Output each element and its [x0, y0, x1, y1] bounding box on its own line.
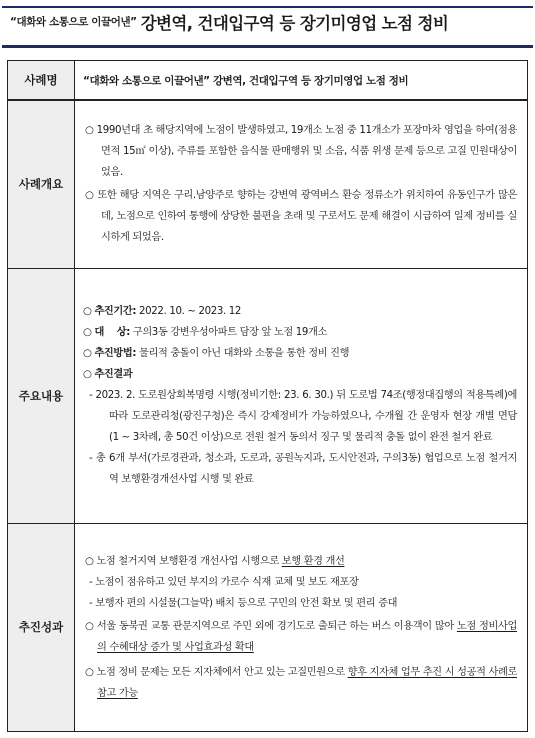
overview-cell	[75, 100, 528, 268]
row-achievement	[8, 523, 528, 731]
overview-label: 사례개요	[8, 100, 75, 268]
result-detail-2: - 총 6개 부서(가로경관과, 청소과, 도로과, 공원녹지과, 도시안전과, 구의3동) 협업으로 노점 철거지역 보행환경개선사업 시행 및 완료	[89, 453, 517, 485]
achievement-sub-2: - 보행자 편의 시설물(그늘막) 배치 등으로 구민의 안전 확보 및 편리 증대	[89, 597, 398, 609]
achievement-item-3-highlight: 향후 지자체 업무 추진 시 성공적 사례로 참고 가능	[97, 666, 517, 699]
target-value: 구의3동 강변우성아파트 담장 앞 노점 19개소	[132, 327, 328, 338]
row-case-name	[8, 61, 528, 101]
case-name-label: 사례명	[8, 61, 75, 101]
document-title	[10, 10, 448, 34]
achievement-item-3: ○ 노점 정비 문제는 모든 지자체에서 안고 있는 고질민원으로 향후 지자체 업무 추진 시 성공적 사례로 참고 가능	[85, 666, 517, 699]
title-bar	[0, 6, 535, 50]
title-quote: “대화와 소통으로 이끌어낸”	[10, 16, 137, 28]
method-label: 추진방법:	[94, 348, 137, 359]
case-name-value: “대화와 소통으로 이끌어낸” 강변역, 건대입구역 등 장기미영업 노점 정비	[75, 61, 528, 101]
row-overview	[8, 100, 528, 268]
period-label: 추진기간:	[94, 306, 137, 317]
achievement-sub-1: - 노점이 점유하고 있던 부지의 가로수 식재 교체 및 보도 재포장	[89, 576, 359, 588]
achievement-item-1-highlight: 보행 환경 개선	[281, 555, 345, 567]
case-table	[7, 60, 528, 732]
overview-item-2: ○ 또한 해당 지역은 구리.남양주로 향하는 강변역 광역버스 환승 정류소가 위치하여 유동인구가 많은데, 노점으로 인하여 통행에 상당한 불편을 초래 및 구로서도 문제 해결이 시급하여 일제 정비를 실시하게 되었음.	[85, 190, 517, 244]
content-label: 주요내용	[8, 268, 75, 523]
achievement-label: 추진성과	[8, 523, 75, 731]
achievement-cell	[75, 523, 528, 731]
title-top-rule	[2, 6, 533, 8]
target-label: 대 상:	[94, 327, 130, 338]
period-value: 2022. 10. ~ 2023. 12	[139, 306, 242, 317]
method-line: ○ 추진방법: 물리적 충돌이 아닌 대화와 소통을 통한 정비 진행	[83, 348, 350, 359]
overview-item-1: ○ 1990년대 초 해당지역에 노점이 발생하였고, 19개소 노점 중 11개소가 포장마차 영업을 하여(점용면적 15㎡ 이상), 주류를 포함한 음식물 판매행위 및 소음, 식품 위생 문제 등으로 고질 민원대상이었음.	[85, 125, 517, 179]
target-line: ○ 대 상: 구의3동 강변우성아파트 담장 앞 노점 19개소	[83, 327, 328, 338]
result-detail-1: - 2023. 2. 도로원상회복명령 시행(정비기한: 23. 6. 30.) 뒤 도로법 74조(행정대집행의 적용특례)에 따라 도로관리청(광진구청)은 즉시 강제정비가 가능하였으나, 수개월 간 운영자 현장 개별 면담(1 ~ 3차례, 총 50건 이상)으로 전원 철거 동의서 징구 및 물리적 충돌 없이 완전 철거 완료	[89, 390, 517, 443]
result-line: ○ 추진결과	[83, 369, 133, 380]
achievement-item-2-highlight: 노점 정비사업의 수혜대상 증가 및 사업효과성 확대	[97, 620, 517, 653]
row-content	[8, 268, 528, 523]
achievement-item-1: ○ 노점 철거지역 보행환경 개선사업 시행으로 보행 환경 개선	[85, 555, 345, 567]
content-cell	[75, 268, 528, 523]
result-label: 추진결과	[94, 369, 133, 380]
title-bottom-rule	[2, 45, 533, 48]
method-value: 물리적 충돌이 아닌 대화와 소통을 통한 정비 진행	[139, 348, 350, 359]
title-main: 강변역, 건대입구역 등 장기미영업 노점 정비	[140, 14, 449, 33]
period-line: ○ 추진기간: 2022. 10. ~ 2023. 12	[83, 306, 242, 317]
achievement-item-2: ○ 서울 동북권 교통 관문지역으로 주민 외에 경기도로 출퇴근 하는 버스 이용객이 많아 노점 정비사업의 수혜대상 증가 및 사업효과성 확대	[85, 620, 517, 653]
